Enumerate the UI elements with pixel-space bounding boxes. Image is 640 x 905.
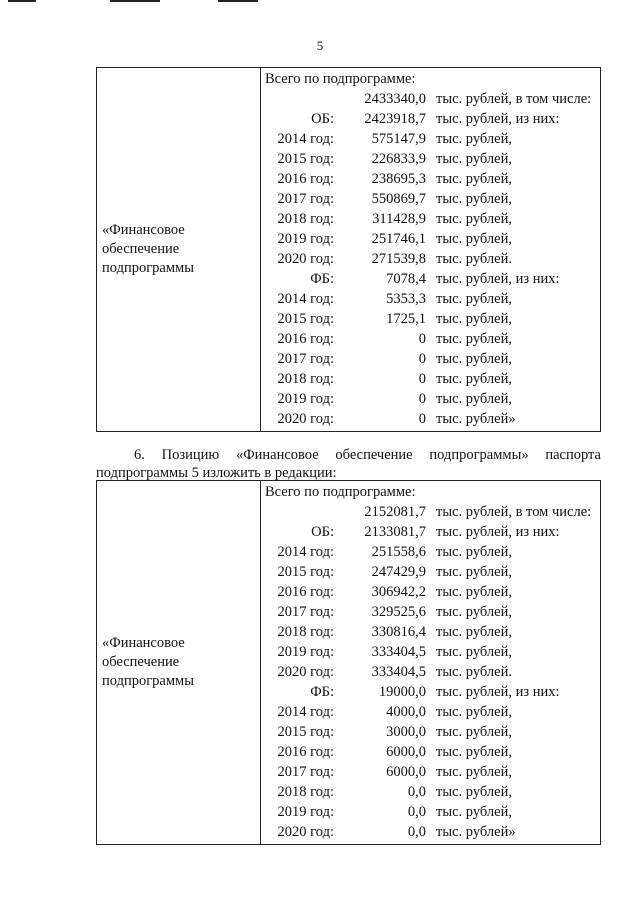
row-unit: тыс. рублей, (436, 291, 512, 307)
row-unit: тыс. рублей. (436, 251, 512, 267)
row-unit: тыс. рублей, (436, 624, 512, 640)
row-amount: 5353,3 (386, 291, 426, 307)
row-amount: 0,0 (407, 784, 426, 800)
row-label: 2019 год: (277, 804, 334, 820)
scan-mark (8, 0, 36, 2)
row-unit: тыс. рублей, (436, 211, 512, 227)
row-amount: 226833,9 (371, 151, 426, 167)
paragraph-line: 6. Позицию «Финансовое обеспечение подпрограммы» паспорта (134, 447, 601, 463)
value-row (261, 782, 600, 802)
scan-mark (110, 0, 160, 2)
row-label: 2017 год: (277, 604, 334, 620)
value-row (261, 369, 600, 389)
row-unit: тыс. рублей. (436, 664, 512, 680)
row-amount: 7078,4 (386, 271, 426, 287)
value-row (261, 742, 600, 762)
row-amount: 333404,5 (371, 644, 426, 660)
row-amount: 311428,9 (372, 211, 426, 227)
row-label (261, 89, 334, 109)
value-row (261, 229, 600, 249)
row-label: 2020 год: (277, 664, 334, 680)
row-unit: тыс. рублей, (436, 351, 512, 367)
position-label: «Финансовое обеспечение подпрограммы (97, 68, 261, 432)
row-label: ОБ: (311, 524, 334, 540)
row-label: 2016 год: (277, 331, 334, 347)
row-label: 2016 год: (277, 171, 334, 187)
row-label: 2020 год: (277, 824, 334, 840)
row-label: 2015 год: (277, 311, 334, 327)
value-row (261, 722, 600, 742)
position-label: «Финансовое обеспечение подпрограммы (97, 481, 261, 845)
row-unit: тыс. рублей, из них: (436, 524, 560, 540)
row-amount: 251746,1 (371, 231, 426, 247)
row-label: 2015 год: (277, 724, 334, 740)
row-unit: тыс. рублей» (436, 411, 516, 427)
value-row (261, 309, 600, 329)
row-unit: тыс. рублей, (436, 131, 512, 147)
value-row (261, 249, 600, 269)
row-unit: тыс. рублей, в том числе: (436, 504, 592, 520)
row-unit: тыс. рублей, (436, 704, 512, 720)
value-row (261, 642, 600, 662)
value-row (261, 169, 600, 189)
scan-marks (0, 0, 640, 4)
row-amount: 2152081,7 (364, 504, 426, 520)
row-unit: тыс. рублей, из них: (436, 271, 560, 287)
row-amount: 0 (418, 411, 426, 427)
row-unit: тыс. рублей, (436, 544, 512, 560)
row-label: 2020 год: (277, 251, 334, 267)
row-label: 2014 год: (277, 131, 334, 147)
row-label: 2017 год: (277, 764, 334, 780)
values-list (261, 481, 600, 844)
row-amount: 0,0 (407, 804, 426, 820)
row-amount: 0 (418, 391, 426, 407)
row-unit: тыс. рублей, (436, 784, 512, 800)
row-unit: тыс. рублей» (436, 824, 516, 840)
value-row (261, 682, 600, 702)
row-label: 2014 год: (277, 291, 334, 307)
row-unit: тыс. рублей, (436, 311, 512, 327)
row-label: 2020 год: (277, 411, 334, 427)
row-label: 2018 год: (277, 784, 334, 800)
value-row (261, 389, 600, 409)
row-amount: 329525,6 (371, 604, 426, 620)
row-amount: 4000,0 (386, 704, 426, 720)
row-unit: тыс. рублей, (436, 724, 512, 740)
row-unit: тыс. рублей, (436, 371, 512, 387)
row-amount: 1725,1 (386, 311, 426, 327)
row-amount: 271539,8 (371, 251, 426, 267)
value-row (261, 762, 600, 782)
row-unit: тыс. рублей, (436, 191, 512, 207)
paragraph-line: подпрограммы 5 изложить в редакции: (96, 465, 337, 481)
row-label: 2019 год: (277, 644, 334, 660)
row-unit: тыс. рублей, (436, 171, 512, 187)
row-amount: 6000,0 (386, 744, 426, 760)
row-label: 2019 год: (277, 231, 334, 247)
value-row (261, 349, 600, 369)
value-row (261, 802, 600, 822)
row-unit: тыс. рублей, (436, 644, 512, 660)
total-header: Всего по подпрограмме: (265, 484, 416, 500)
row-amount: 333404,5 (371, 664, 426, 680)
row-unit: тыс. рублей, (436, 391, 512, 407)
amendment-paragraph (96, 446, 601, 482)
row-unit: тыс. рублей, (436, 604, 512, 620)
financing-table-old (96, 67, 601, 432)
row-unit: тыс. рублей, из них: (436, 111, 560, 127)
value-row (261, 582, 600, 602)
row-label: 2014 год: (277, 704, 334, 720)
values-list (261, 68, 600, 431)
row-unit: тыс. рублей, (436, 331, 512, 347)
row-label: 2017 год: (277, 351, 334, 367)
row-amount: 19000,0 (378, 684, 426, 700)
row-label (261, 502, 334, 522)
row-amount: 306942,2 (371, 584, 426, 600)
row-amount: 330816,4 (371, 624, 426, 640)
row-amount: 247429,9 (371, 564, 426, 580)
page-number: 5 (316, 38, 324, 53)
value-row (261, 329, 600, 349)
value-row (261, 602, 600, 622)
values-cell (261, 68, 601, 432)
row-label: 2016 год: (277, 584, 334, 600)
financing-table-new (96, 480, 601, 845)
value-row (261, 189, 600, 209)
row-label: 2018 год: (277, 371, 334, 387)
value-row (261, 409, 600, 429)
row-amount: 238695,3 (371, 171, 426, 187)
row-amount: 0 (418, 331, 426, 347)
row-unit: тыс. рублей, (436, 564, 512, 580)
value-row (261, 542, 600, 562)
value-row (261, 109, 600, 129)
row-amount: 550869,7 (371, 191, 426, 207)
row-unit: тыс. рублей, (436, 804, 512, 820)
value-row (261, 209, 600, 229)
row-amount: 2433340,0 (364, 91, 426, 107)
value-row (261, 289, 600, 309)
row-amount: 3000,0 (386, 724, 426, 740)
row-label: 2016 год: (277, 744, 334, 760)
row-unit: тыс. рублей, (436, 764, 512, 780)
value-row (261, 522, 600, 542)
value-row (261, 702, 600, 722)
value-row (261, 149, 600, 169)
row-amount: 0,0 (407, 824, 426, 840)
row-amount: 575147,9 (371, 131, 426, 147)
row-label: ФБ: (310, 684, 334, 700)
row-unit: тыс. рублей, (436, 744, 512, 760)
value-row (261, 502, 600, 522)
row-unit: тыс. рублей, (436, 231, 512, 247)
row-label: ОБ: (311, 111, 334, 127)
row-label: 2017 год: (277, 191, 334, 207)
values-cell (261, 481, 601, 845)
row-label: 2015 год: (277, 151, 334, 167)
value-row (261, 129, 600, 149)
value-row (261, 662, 600, 682)
row-amount: 251558,6 (371, 544, 426, 560)
row-label: 2019 год: (277, 391, 334, 407)
value-row (261, 822, 600, 842)
row-amount: 0 (418, 371, 426, 387)
row-unit: тыс. рублей, в том числе: (436, 91, 592, 107)
row-label: 2015 год: (277, 564, 334, 580)
row-label: 2018 год: (277, 624, 334, 640)
value-row (261, 562, 600, 582)
row-unit: тыс. рублей, (436, 584, 512, 600)
row-amount: 6000,0 (386, 764, 426, 780)
row-amount: 2133081,7 (364, 524, 426, 540)
row-label: ФБ: (310, 271, 334, 287)
total-header: Всего по подпрограмме: (265, 71, 416, 87)
row-amount: 0 (418, 351, 426, 367)
row-label: 2014 год: (277, 544, 334, 560)
value-row (261, 269, 600, 289)
row-label: 2018 год: (277, 211, 334, 227)
value-row (261, 89, 600, 109)
row-amount: 2423918,7 (364, 111, 426, 127)
value-row (261, 622, 600, 642)
scan-mark (218, 0, 258, 2)
row-unit: тыс. рублей, (436, 151, 512, 167)
row-unit: тыс. рублей, из них: (436, 684, 560, 700)
